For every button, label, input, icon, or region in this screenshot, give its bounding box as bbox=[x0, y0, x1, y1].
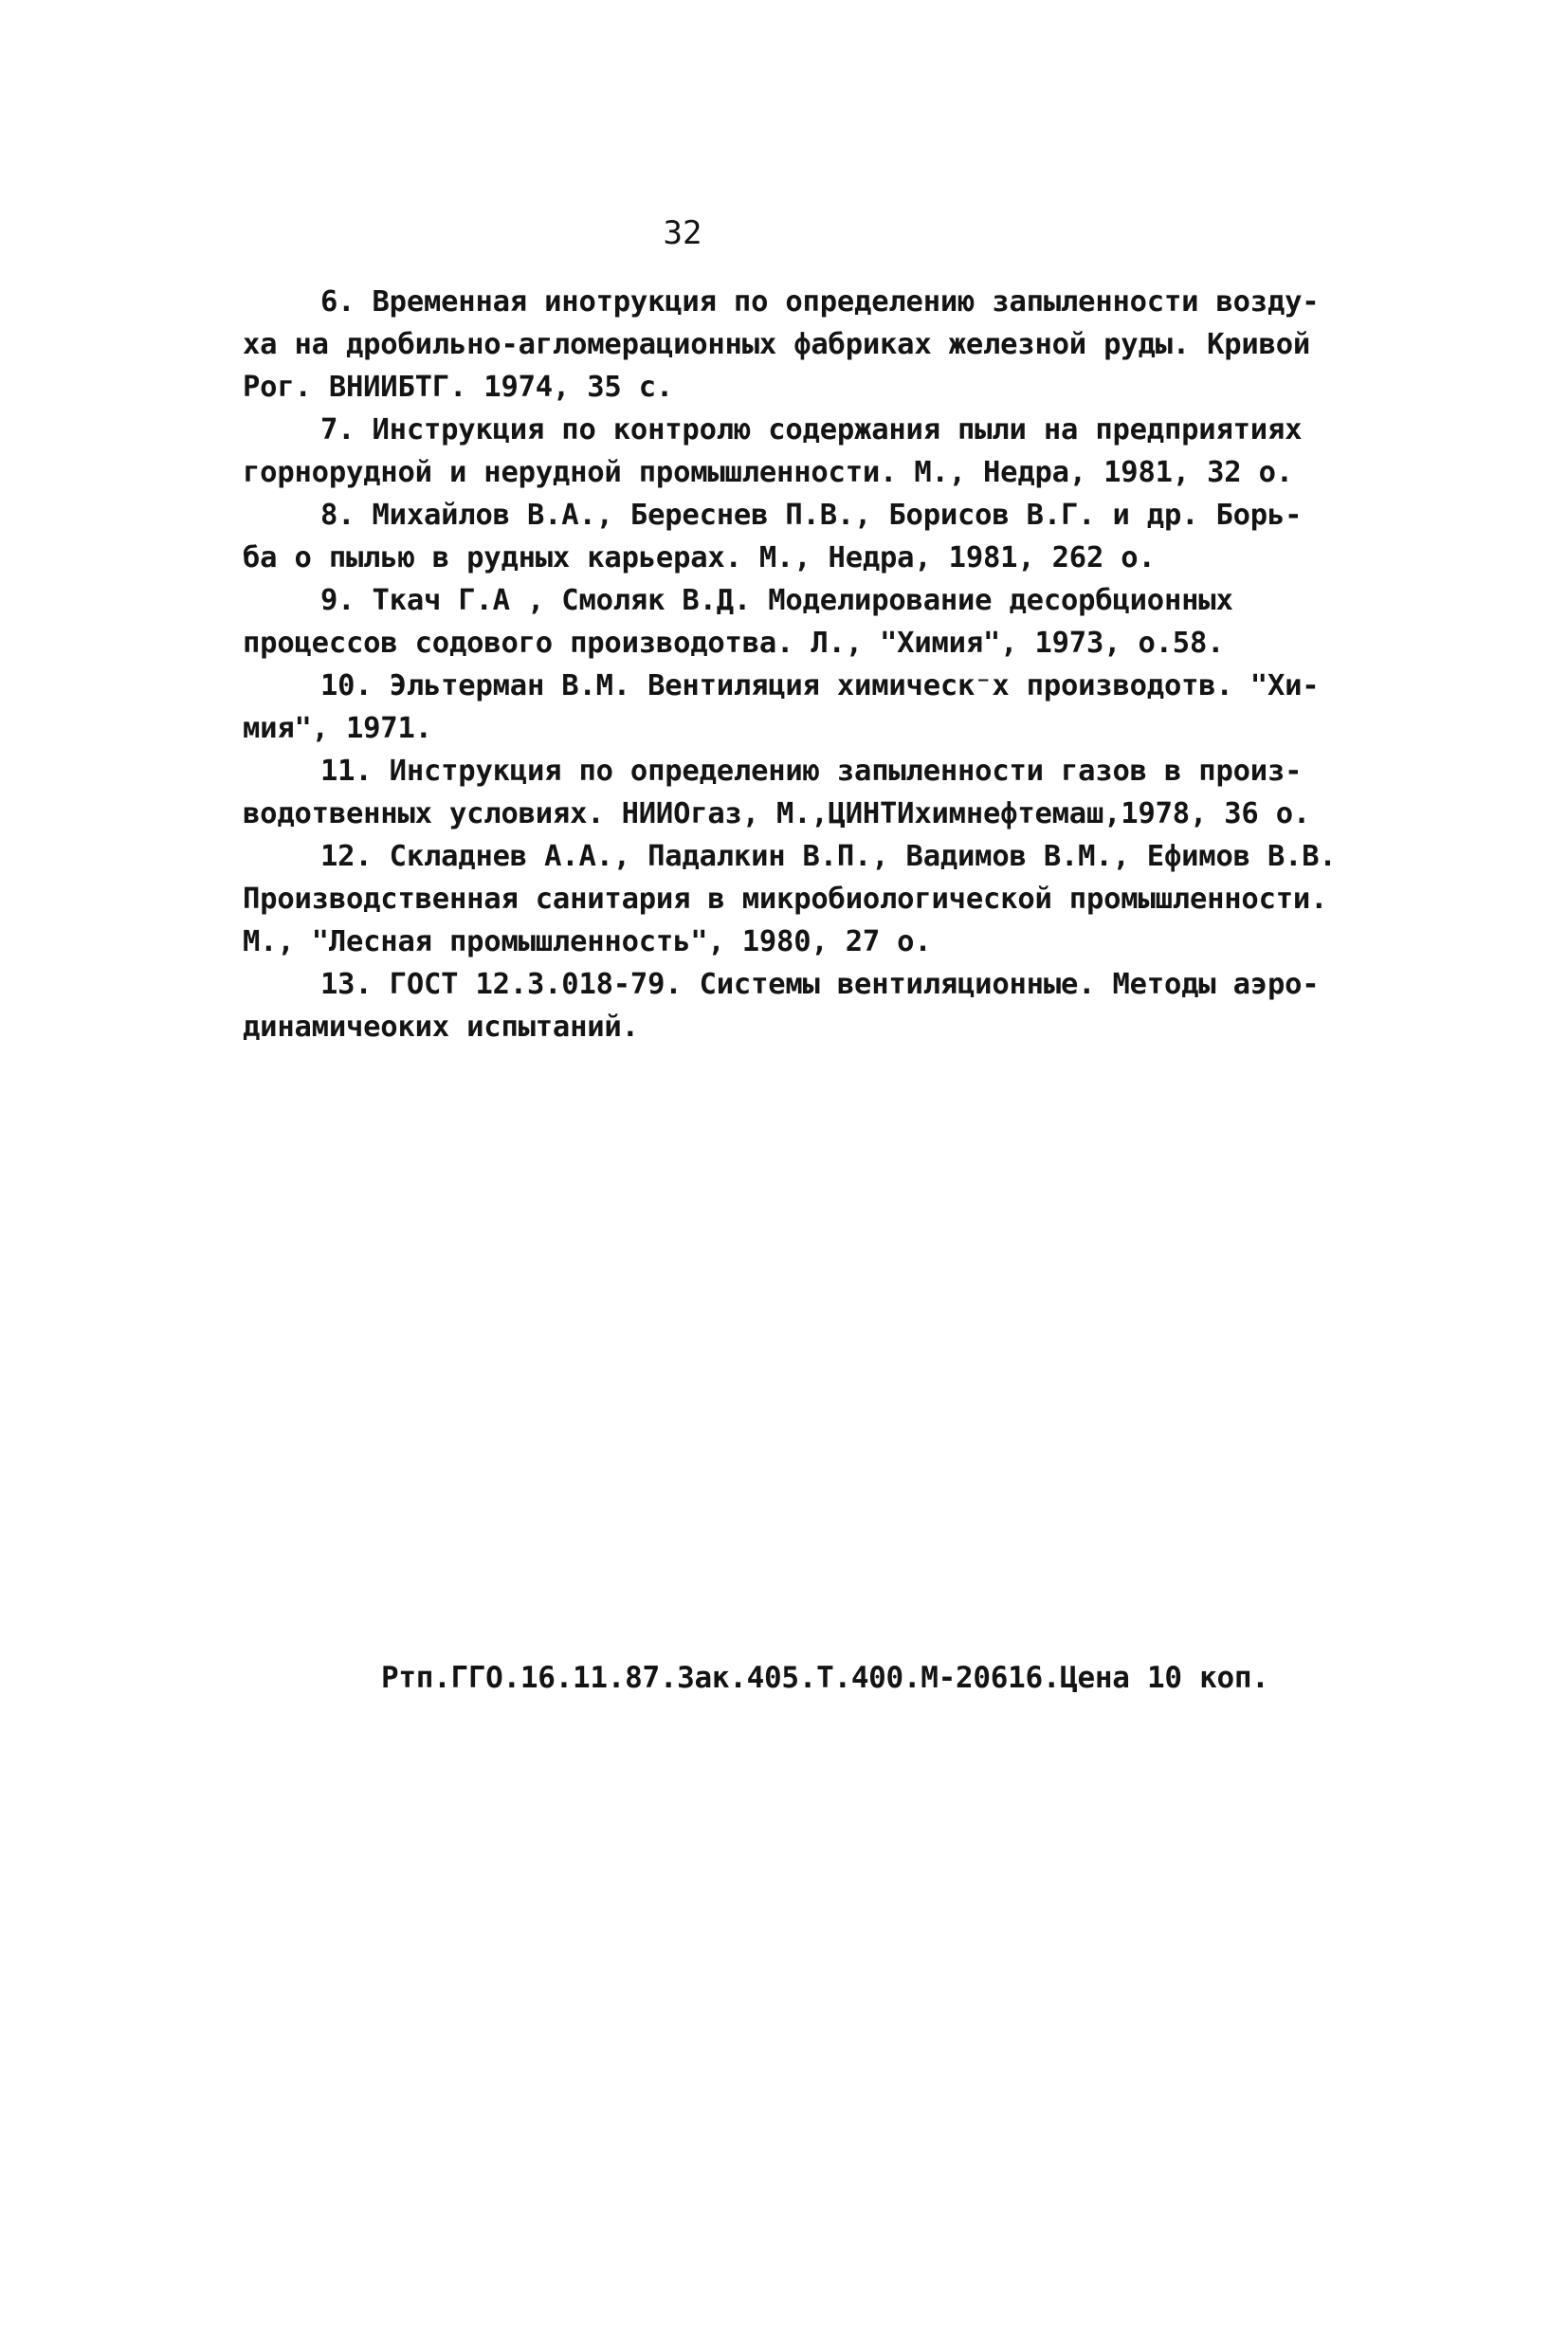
reference-line: 13. ГОСТ 12.3.018-79. Системы вентиляционные. Методы аэро- bbox=[320, 968, 1320, 1001]
reference-item-7 bbox=[243, 409, 1369, 494]
reference-line: 10. Эльтерман В.М. Вентиляция химическ⁻х производотв. "Хи- bbox=[320, 669, 1320, 702]
printing-imprint: Ртп.ГГО.16.11.87.Зак.405.Т.400.М-20616.Цена 10 коп. bbox=[381, 1661, 1269, 1695]
reference-line: 12. Складнев А.А., Падалкин В.П., Вадимов В.М., Ефимов В.В. bbox=[320, 840, 1337, 873]
reference-item-8 bbox=[243, 494, 1369, 579]
reference-line: 11. Инструкция по определению запыленности газов в произ- bbox=[320, 755, 1303, 788]
reference-line: ба о пылью в рудных карьерах. М., Недра, 1981, 262 о. bbox=[243, 541, 1156, 574]
reference-item-11 bbox=[243, 750, 1369, 835]
reference-line: Рог. ВНИИБТГ. 1974, 35 с. bbox=[243, 371, 674, 404]
reference-item-9 bbox=[243, 579, 1369, 665]
reference-line: 8. Михайлов В.А., Береснев П.В., Борисов В.Г. и др. Борь- bbox=[320, 499, 1303, 532]
reference-line: горнорудной и нерудной промышленности. М., Недра, 1981, 32 о. bbox=[243, 456, 1293, 489]
reference-line: Производственная санитария в микробиологической промышленности. bbox=[243, 883, 1328, 916]
reference-line: водотвенных условиях. НИИОгаз, М.,ЦИНТИхимнефтемаш,1978, 36 о. bbox=[243, 797, 1311, 830]
reference-list bbox=[243, 281, 1369, 1048]
reference-line: 7. Инструкция по контролю содержания пыли на предприятиях bbox=[320, 413, 1303, 447]
reference-line: ха на дробильно-агломерационных фабриках железной руды. Кривой bbox=[243, 328, 1311, 361]
page-number: 32 bbox=[663, 214, 702, 252]
reference-line: динамичеоких испытаний. bbox=[243, 1011, 639, 1044]
reference-item-6 bbox=[243, 281, 1369, 409]
reference-item-13 bbox=[243, 963, 1369, 1048]
reference-item-12 bbox=[243, 835, 1369, 963]
reference-line: процессов содового производотва. Л., "Химия", 1973, о.58. bbox=[243, 627, 1225, 660]
reference-item-10 bbox=[243, 665, 1369, 750]
reference-line: М., "Лесная промышленность", 1980, 27 о. bbox=[243, 925, 932, 958]
reference-line: 9. Ткач Г.А , Смоляк В.Д. Моделирование десорбционных bbox=[320, 584, 1233, 617]
reference-line: 6. Временная инотрукция по определению запыленности возду- bbox=[320, 285, 1320, 319]
reference-line: мия", 1971. bbox=[243, 712, 432, 745]
